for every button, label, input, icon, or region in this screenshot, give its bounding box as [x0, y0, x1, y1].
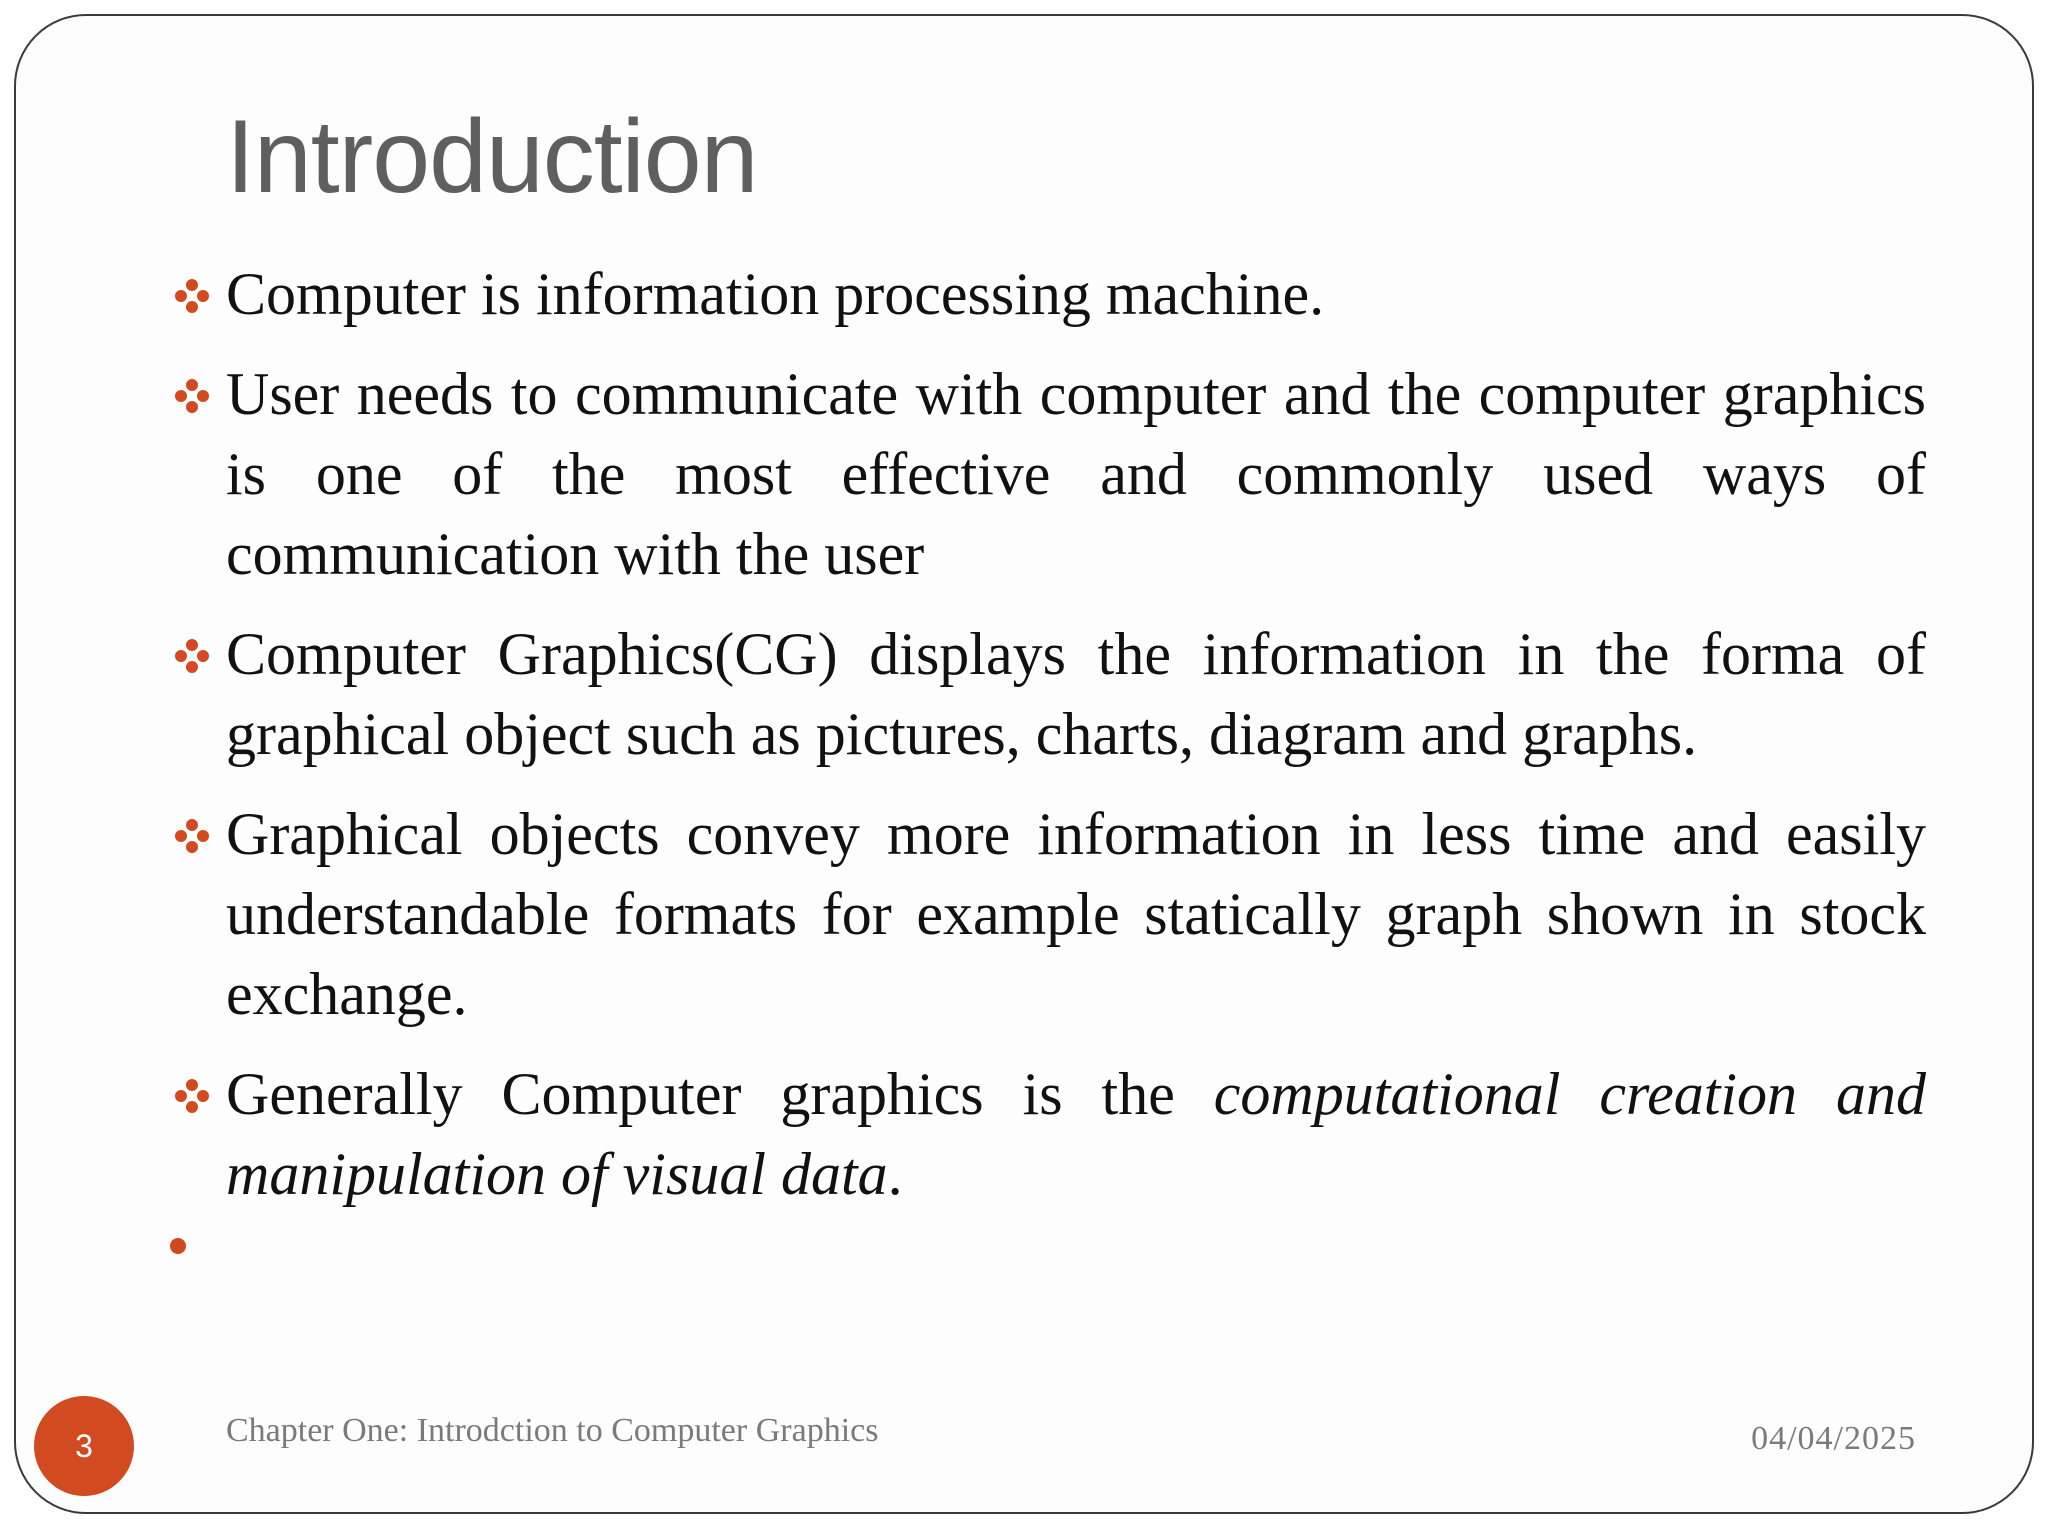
bullet-text-italic: computational creation and manipulation of visual data	[226, 1061, 1926, 1207]
footer-date: 04/04/2025	[1751, 1420, 1916, 1457]
diamond-bullet-icon	[172, 636, 212, 676]
bullet-text: Computer Graphics(CG) displays the information in the forma of graphical object such as pictures, charts, diagram and graphs.	[226, 621, 1926, 767]
bullet-item	[168, 354, 1926, 594]
bullet-list	[168, 254, 1926, 1234]
bullet-item	[168, 1054, 1926, 1214]
bullet-item	[168, 254, 1926, 334]
bullet-text: Computer is information processing machine.	[226, 261, 1325, 327]
diamond-bullet-icon	[172, 276, 212, 316]
bullet-item	[168, 794, 1926, 1034]
diamond-bullet-icon	[172, 816, 212, 856]
diamond-bullet-icon	[172, 376, 212, 416]
footer-chapter: Chapter One: Introdction to Computer Graphics	[226, 1412, 879, 1449]
bullet-text-end: .	[887, 1141, 903, 1207]
empty-bullet-dot	[170, 1238, 186, 1254]
bullet-text: User needs to communicate with computer and the computer graphics is one of the most effective and commonly used ways of communication with the user	[226, 361, 1926, 587]
diamond-bullet-icon	[172, 1076, 212, 1116]
bullet-item	[168, 614, 1926, 774]
bullet-text-plain: Generally Computer graphics is the	[226, 1061, 1214, 1127]
page-number-badge: 3	[34, 1396, 134, 1496]
slide-title: Introduction	[226, 99, 758, 215]
bullet-text: Graphical objects convey more information in less time and easily understandable formats for example statically graph shown in stock exchange.	[226, 801, 1926, 1027]
